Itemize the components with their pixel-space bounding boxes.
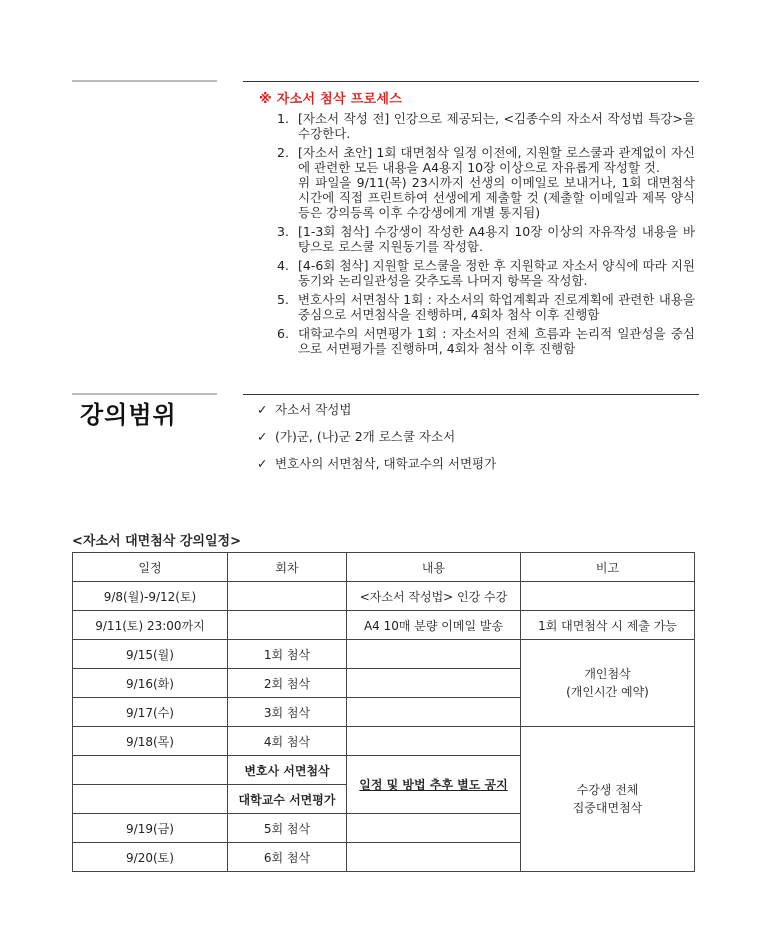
- scope-heading: 강의범위: [80, 401, 177, 429]
- cell-content: <자소서 작성법> 인강 수강: [347, 582, 521, 611]
- cell-session: 5회 첨삭: [228, 814, 347, 843]
- table-row: [73, 640, 695, 669]
- table-header-row: [73, 553, 695, 582]
- cell-content: [347, 698, 521, 727]
- cell-date: 9/8(월)-9/12(토): [73, 582, 228, 611]
- cell-date: 9/18(목): [73, 727, 228, 756]
- cell-date: 9/19(금): [73, 814, 228, 843]
- table-row: [73, 582, 695, 611]
- header-note: 비고: [521, 553, 695, 582]
- header-session: 회차: [228, 553, 347, 582]
- header-date: 일정: [73, 553, 228, 582]
- scope-item: ✓ 변호사의 서면첨삭, 대학교수의 서면평가: [257, 456, 497, 471]
- process-item: 5. 변호사의 서면첨삭 1회 : 자소서의 학업계획과 진로계획에 관련한 내용을 중심으로 서면첨삭을 진행하며, 4회차 첨삭 이후 진행함: [277, 292, 695, 322]
- process-item: 4. [4-6회 첨삭] 지원할 로스쿨을 정한 후 지원학교 자소서 양식에 따라 지원동기와 논리일관성을 갖추도록 나머지 항목을 작성함.: [277, 258, 695, 288]
- cell-note-personal: 개인첨삭 (개인시간 예약): [521, 640, 695, 727]
- cell-date: [73, 785, 228, 814]
- cell-content: [347, 727, 521, 756]
- schedule-title: <자소서 대면첨삭 강의일정>: [72, 534, 241, 549]
- cell-note: [521, 582, 695, 611]
- right-top-rule: [243, 81, 699, 82]
- cell-session-lawyer: 변호사 서면첨삭: [228, 756, 347, 785]
- cell-content: [347, 843, 521, 872]
- process-section: [255, 88, 695, 360]
- cell-content-merged: 일정 및 방법 추후 별도 공지: [347, 756, 521, 814]
- cell-date: 9/20(토): [73, 843, 228, 872]
- scope-item: ✓ (가)군, (나)군 2개 로스쿨 자소서: [257, 429, 456, 444]
- left-top-rule: [72, 80, 217, 82]
- table-row: [73, 611, 695, 640]
- scope-item: ✓ 자소서 작성법: [257, 402, 352, 417]
- process-item: 1. [자소서 작성 전] 인강으로 제공되는, <김종수의 자소서 작성법 특강>을 수강한다.: [277, 111, 695, 141]
- cell-date: [73, 756, 228, 785]
- cell-session: [228, 582, 347, 611]
- cell-session: 4회 첨삭: [228, 727, 347, 756]
- process-item: 2. [자소서 초안] 1회 대면첨삭 일정 이전에, 지원할 로스쿨과 관계없이 자신에 관련한 모든 내용을 A4용지 10장 이상으로 자유롭게 작성할 것. 위 파일을 9/11(목) 23시까지 선생의 이메일로 보내거나, 1회 대면첨삭시간에 직접 프린트하여 선생에게 제출할 것 (제출할 이메일과 제목 양식 등은 강의등록 이후 수강생에게 개별 통지됨): [277, 145, 695, 220]
- cell-session: 6회 첨삭: [228, 843, 347, 872]
- cell-date: 9/15(월): [73, 640, 228, 669]
- cell-note-group: 수강생 전체 집중대면첨삭: [521, 727, 695, 872]
- process-list: [255, 111, 695, 356]
- right-mid-rule: [243, 394, 699, 395]
- cell-session-professor: 대학교수 서면평가: [228, 785, 347, 814]
- cell-session: [228, 611, 347, 640]
- cell-note: 1회 대면첨삭 시 제출 가능: [521, 611, 695, 640]
- schedule-table: [72, 552, 695, 872]
- check-icon: ✓: [257, 429, 268, 444]
- process-item: 3. [1-3회 첨삭] 수강생이 작성한 A4용지 10장 이상의 자유작성 내용을 바탕으로 로스쿨 지원동기를 작성함.: [277, 224, 695, 254]
- cell-session: 3회 첨삭: [228, 698, 347, 727]
- cell-content: A4 10매 분량 이메일 발송: [347, 611, 521, 640]
- cell-date: 9/16(화): [73, 669, 228, 698]
- scope-list: [257, 402, 496, 483]
- header-content: 내용: [347, 553, 521, 582]
- process-title: ※ 자소서 첨삭 프로세스: [259, 92, 403, 107]
- check-icon: ✓: [257, 456, 268, 471]
- cell-content: [347, 814, 521, 843]
- cell-session: 1회 첨삭: [228, 640, 347, 669]
- cell-content: [347, 669, 521, 698]
- cell-date: 9/17(수): [73, 698, 228, 727]
- cell-date: 9/11(토) 23:00까지: [73, 611, 228, 640]
- cell-session: 2회 첨삭: [228, 669, 347, 698]
- process-item: 6. 대학교수의 서면평가 1회 : 자소서의 전체 흐름과 논리적 일관성을 중심으로 서면평가를 진행하며, 4회차 첨삭 이후 진행함: [277, 326, 695, 356]
- table-row: [73, 727, 695, 756]
- cell-content: [347, 640, 521, 669]
- check-icon: ✓: [257, 402, 268, 417]
